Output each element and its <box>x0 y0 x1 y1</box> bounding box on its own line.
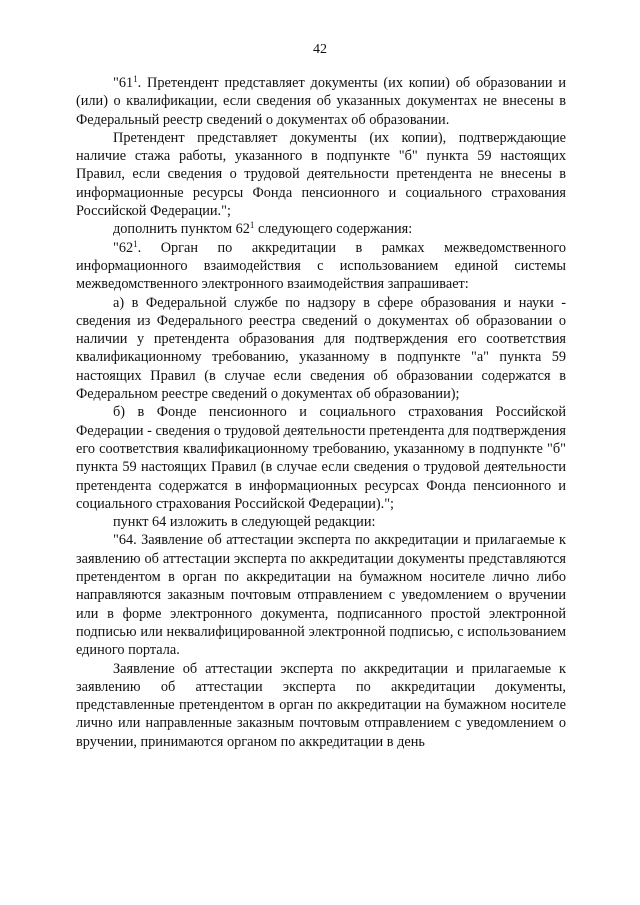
paragraph-text: пункт 64 изложить в следующей редакции: <box>113 514 376 531</box>
paragraph-62-1 <box>76 239 566 294</box>
paragraph-text: Заявление об аттестации эксперта по аккредитации и прилагаемые к заявлению об аттестации эксперта по аккредитации документы, представленные претендентом в орган по аккредитации на бумажном носителе лично или направленные заказным почтовым отправлением с уведомлением о вручении, принимаются органом по аккредитации в день <box>76 660 566 750</box>
paragraph-subitem-b <box>76 403 566 513</box>
paragraph-text: б) в Фонде пенсионного и социального страхования Российской Федерации - сведения о трудовой деятельности претендента для подтверждения его соответствия квалификационному требованию, указанному в подпункте "б" пункта 59 настоящих Правил (в случае если сведения о трудовой деятельности претендента содержатся в информационных ресурсах Фонда пенсионного и социального страхования Российской Федерации)."; <box>76 404 566 512</box>
paragraph-text: "62 <box>113 239 134 256</box>
document-body <box>76 74 566 751</box>
paragraph-work-experience <box>76 129 566 220</box>
paragraph-item-64-intro <box>76 513 566 531</box>
paragraph-add-62-1 <box>76 220 566 238</box>
paragraph-text: . Орган по аккредитации в рамках межведомственного информационного взаимодействия с использованием единой системы межведомственного электронного взаимодействия запрашивает: <box>76 239 566 293</box>
paragraph-subitem-a <box>76 294 566 404</box>
paragraph-text: а) в Федеральной службе по надзору в сфере образования и науки - сведения из Федерального реестра сведений о документах об образовании о наличии у претендента образования для подтверждения его соответствия квалификационному требованию, указанному в подпункте "а" пункта 59 настоящих Правил (в случае если сведения об образовании содержатся в Федеральном реестре сведений о документах об образовании); <box>76 294 566 403</box>
paragraph-text: "61 <box>113 75 134 91</box>
superscript: 1 <box>249 220 255 231</box>
paragraph-text: дополнить пунктом 62 <box>113 221 250 238</box>
paragraph-item-64-continued <box>76 660 566 751</box>
page-number: 42 <box>313 42 327 57</box>
paragraph-61-1 <box>76 74 566 129</box>
superscript: 1 <box>133 238 138 249</box>
paragraph-text: "64. Заявление об аттестации эксперта по аккредитации и прилагаемые к заявлению об аттестации эксперта по аккредитации документы представляются претендентом в орган по аккредитации на бумажном носителе лично либо направляются заказным почтовым отправлением с уведомлением о вручении или в форме электронного документа, подписанного простой электронной подписью или неквалифицированной электронной подписью, с использованием единого портала. <box>76 532 566 659</box>
superscript: 1 <box>133 74 138 84</box>
paragraph-item-64 <box>76 531 566 659</box>
paragraph-text: . Претендент представляет документы (их копии) об образовании и (или) о квалификации, если сведения об указанных документах не внесены в Федеральный реестр сведений о документах об образовании. <box>76 75 566 128</box>
paragraph-text: Претендент представляет документы (их копии), подтверждающие наличие стажа работы, указанного в подпункте "б" пункта 59 настоящих Правил, если сведения о трудовой деятельности претендента не внесены в информационные ресурсы Фонда пенсионного и социального страхования Российской Федерации."; <box>76 129 566 220</box>
paragraph-text: следующего содержания: <box>254 221 413 238</box>
